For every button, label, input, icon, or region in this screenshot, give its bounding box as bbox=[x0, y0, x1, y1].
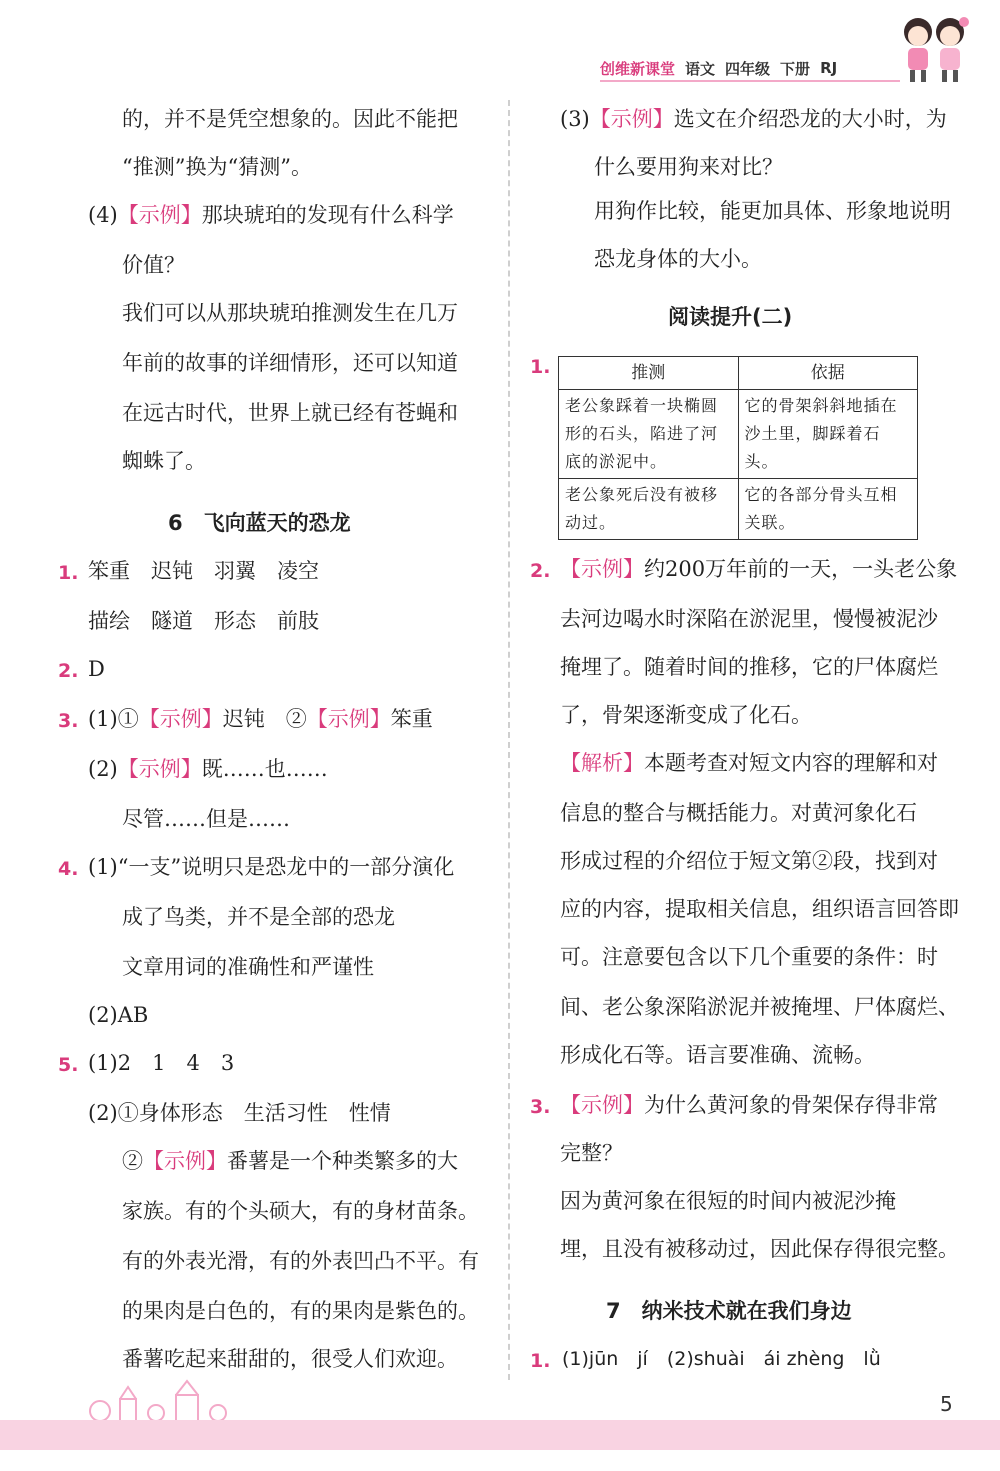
text-part: 番薯是一个种类繁多的大 bbox=[227, 1149, 458, 1173]
analysis-line: 间、老公象深陷淤泥并被掩埋、尸体腐烂、 bbox=[560, 995, 959, 1019]
answer-line: 尽管……但是…… bbox=[122, 807, 290, 831]
cartoon-kids-icon bbox=[890, 10, 980, 85]
text-part: (1)① bbox=[88, 707, 139, 731]
answer-line: (2)AB bbox=[88, 1003, 149, 1027]
text-line: 什么要用狗来对比？ bbox=[594, 155, 783, 179]
item-number: 4. bbox=[58, 858, 79, 880]
question-3 bbox=[560, 104, 947, 134]
answer-line: 年前的故事的详细情形，还可以知道 bbox=[122, 351, 458, 375]
answer-line: 笨重 迟钝 羽翼 凌空 bbox=[88, 559, 319, 583]
answer-line: 掩埋了。随着时间的推移，它的尸体腐烂 bbox=[560, 655, 938, 679]
answer-line: (1)“一支”说明只是恐龙中的一部分演化 bbox=[88, 855, 455, 879]
item-number: 1. bbox=[58, 562, 79, 584]
item-number: 1. bbox=[530, 356, 551, 378]
answer-line: 描绘 隧道 形态 前肢 bbox=[88, 609, 319, 633]
example-tag: 【示例】 bbox=[589, 107, 674, 131]
analysis-tag: 【解析】 bbox=[560, 751, 644, 775]
analysis-line: 形成化石等。语言要准确、流畅。 bbox=[560, 1043, 875, 1067]
table-cell: 老公象踩着一块椭圆形的石头，陷进了河底的淤泥中。 bbox=[559, 390, 739, 479]
text-part: ② bbox=[122, 1149, 143, 1173]
section-title-6: 6 飞向蓝天的恐龙 bbox=[168, 511, 351, 535]
analysis-line: 信息的整合与概括能力。对黄河象化石 bbox=[560, 801, 917, 825]
table-row bbox=[559, 479, 918, 540]
question-number: (4) bbox=[88, 203, 118, 227]
table-cell: 它的骨架斜斜地插在沙土里，脚踩着石头。 bbox=[738, 390, 918, 479]
example-tag: 【示例】 bbox=[306, 707, 391, 731]
answer-line bbox=[88, 754, 328, 784]
inference-table bbox=[558, 356, 918, 540]
text-part: 既……也…… bbox=[201, 757, 328, 781]
analysis-line: 应的内容，提取相关信息，组织语言回答即 bbox=[560, 897, 959, 921]
answer-line: 去河边喝水时深陷在淤泥里，慢慢被泥沙 bbox=[560, 607, 938, 631]
table-header: 依据 bbox=[738, 357, 918, 390]
example-tag: 【示例】 bbox=[117, 757, 202, 781]
item-number: 1. bbox=[530, 1350, 551, 1372]
text-line: 价值？ bbox=[122, 253, 185, 277]
table-row bbox=[559, 390, 918, 479]
answer-line: 有的外表光滑，有的外表凹凸不平。有 bbox=[122, 1249, 479, 1273]
answer-line: 了，骨架逐渐变成了化石。 bbox=[560, 703, 812, 727]
term: 下册 bbox=[780, 59, 811, 78]
edition: RJ bbox=[820, 59, 838, 77]
text-part: 笨重 bbox=[390, 707, 433, 731]
question-text: 选文在介绍恐龙的大小时，为 bbox=[673, 107, 947, 131]
answer-line: 文章用词的准确性和严谨性 bbox=[122, 955, 374, 979]
answer-line: 完整？ bbox=[560, 1141, 623, 1165]
example-tag: 【示例】 bbox=[560, 557, 644, 581]
table-header: 推测 bbox=[559, 357, 739, 390]
answer-line: 家族。有的个头硕大，有的身材苗条。 bbox=[122, 1199, 479, 1223]
page-header bbox=[600, 54, 837, 82]
example-tag: 【示例】 bbox=[138, 707, 223, 731]
example-tag: 【示例】 bbox=[117, 203, 202, 227]
analysis-line bbox=[560, 748, 938, 778]
answer-line: 蜘蛛了。 bbox=[122, 449, 206, 473]
question-4 bbox=[88, 200, 454, 230]
header-underline bbox=[600, 80, 900, 82]
brand-name: 创维新课堂 bbox=[600, 59, 676, 78]
answer-line: 我们可以从那块琥珀推测发生在几万 bbox=[122, 301, 458, 325]
answer-line bbox=[560, 1090, 938, 1120]
text-line: 的，并不是凭空想象的。因此不能把 bbox=[122, 107, 458, 131]
item-number: 3. bbox=[530, 1096, 551, 1118]
analysis-line: 可。注意要包含以下几个重要的条件：时 bbox=[560, 945, 938, 969]
text-part: (2) bbox=[88, 757, 118, 781]
page-number: 5 bbox=[940, 1392, 953, 1416]
question-text: 那块琥珀的发现有什么科学 bbox=[201, 203, 454, 227]
answer-line: 埋，且没有被移动过，因此保存得很完整。 bbox=[560, 1237, 959, 1261]
pinyin-answer: (1)jūn jí (2)shuài ái zhèng lǜ bbox=[562, 1348, 881, 1370]
footer-band bbox=[0, 1420, 1000, 1450]
answer-line: 在远古时代，世界上就已经有苍蝇和 bbox=[122, 401, 458, 425]
answer-line bbox=[88, 704, 433, 734]
subject: 语文 bbox=[685, 59, 716, 78]
answer-line: 番薯吃起来甜甜的，很受人们欢迎。 bbox=[122, 1347, 458, 1371]
answer-line: 用狗作比较，能更加具体、形象地说明 bbox=[594, 199, 951, 223]
answer-line: (1)2 1 4 3 bbox=[88, 1051, 235, 1075]
answer-line: (2)①身体形态 生活习性 性情 bbox=[88, 1101, 391, 1125]
item-number: 2. bbox=[530, 560, 551, 582]
castle-decoration-icon bbox=[80, 1375, 240, 1425]
question-number: (3) bbox=[560, 107, 590, 131]
example-tag: 【示例】 bbox=[560, 1093, 644, 1117]
analysis-line: 形成过程的介绍位于短文第②段，找到对 bbox=[560, 849, 938, 873]
text-part: 约200万年前的一天，一头老公象 bbox=[644, 557, 958, 581]
item-number: 3. bbox=[58, 710, 79, 732]
text-part: 迟钝 ② bbox=[222, 707, 307, 731]
answer-line bbox=[560, 554, 957, 584]
text-part: 为什么黄河象的骨架保存得非常 bbox=[644, 1093, 938, 1117]
example-tag: 【示例】 bbox=[143, 1149, 227, 1173]
answer-line: 的果肉是白色的，有的果肉是紫色的。 bbox=[122, 1299, 479, 1323]
column-divider bbox=[508, 100, 510, 1380]
text-part: 本题考查对短文内容的理解和对 bbox=[644, 751, 938, 775]
answer-line: 成了鸟类，并不是全部的恐龙 bbox=[122, 905, 395, 929]
item-number: 5. bbox=[58, 1054, 79, 1076]
table-cell: 它的各部分骨头互相关联。 bbox=[738, 479, 918, 540]
item-number: 2. bbox=[58, 660, 79, 682]
grade: 四年级 bbox=[725, 59, 771, 78]
answer-line bbox=[122, 1146, 458, 1176]
section-title-reading: 阅读提升(二) bbox=[668, 305, 793, 329]
answer-line: 因为黄河象在很短的时间内被泥沙掩 bbox=[560, 1189, 896, 1213]
section-title-7: 7 纳米技术就在我们身边 bbox=[606, 1299, 852, 1323]
table-cell: 老公象死后没有被移动过。 bbox=[559, 479, 739, 540]
text-line: “推测”换为“猜测”。 bbox=[122, 155, 312, 179]
answer-line: D bbox=[88, 657, 105, 681]
answer-line: 恐龙身体的大小。 bbox=[594, 247, 762, 271]
